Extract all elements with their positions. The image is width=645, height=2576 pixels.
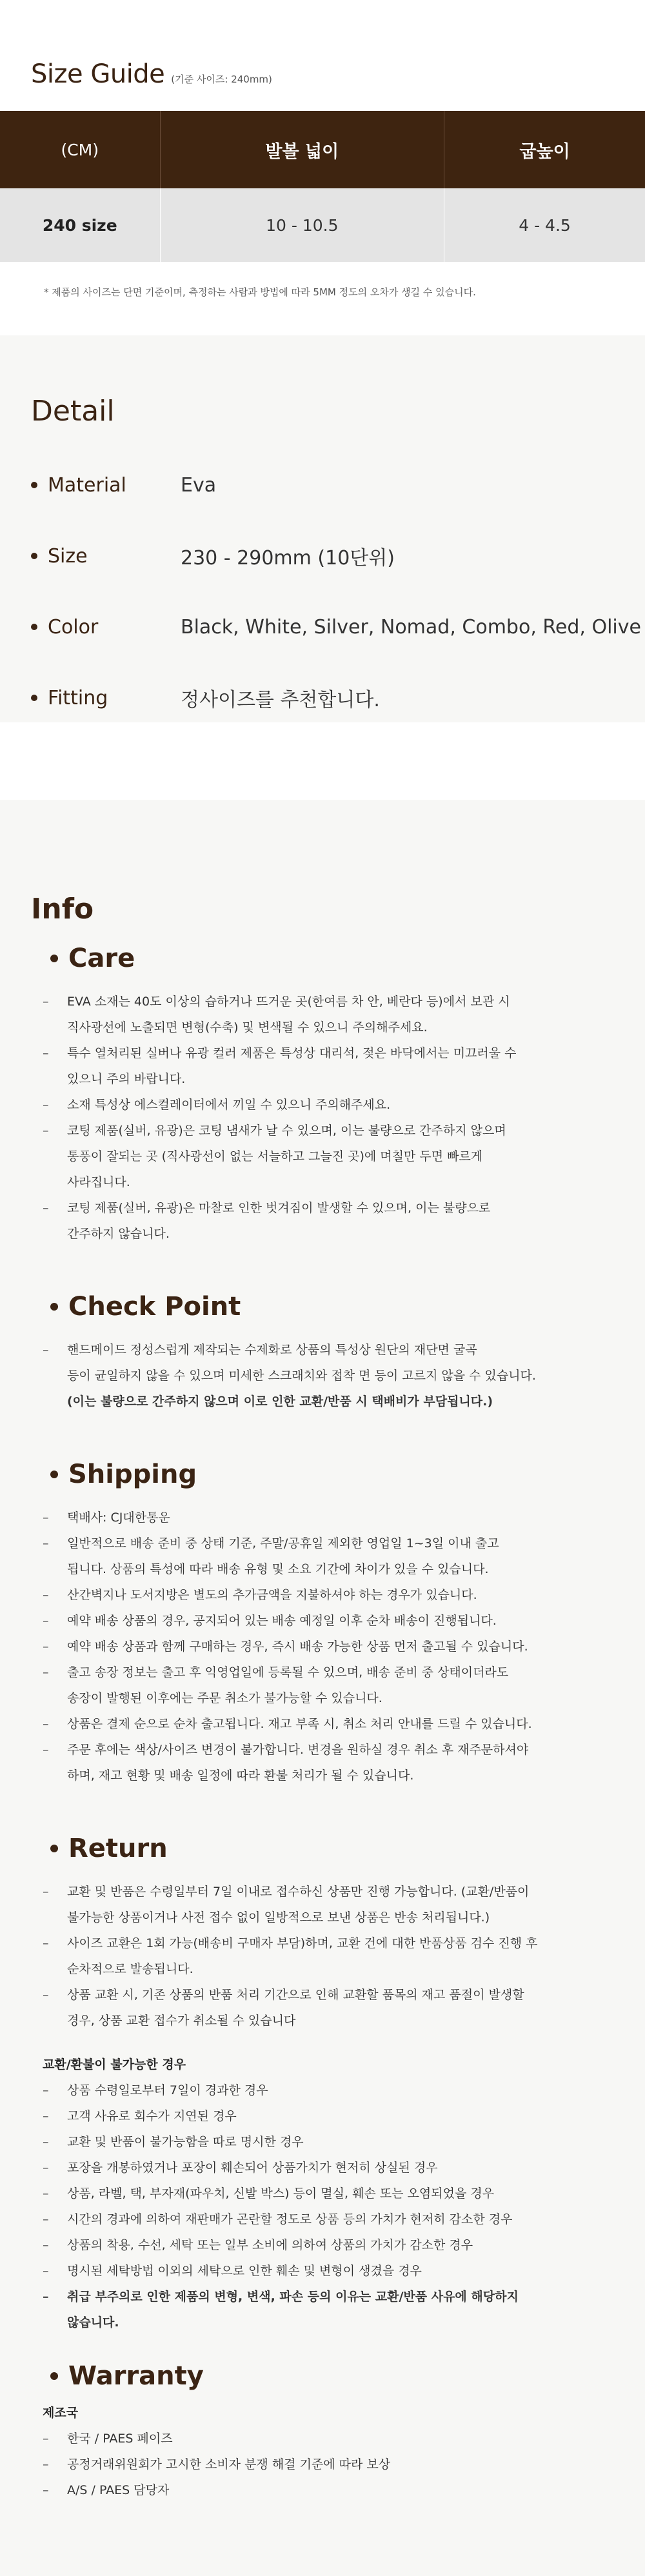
detail-value: Black, White, Silver, Nomad, Combo, Red, Olive <box>181 615 641 639</box>
section-spacer <box>0 722 645 800</box>
list-item: – 코팅 제품(실버, 유광)은 코팅 냄새가 날 수 있으며, 이는 불량으로 간주하지 않으며 <box>43 1118 583 1144</box>
list-item: 등이 균일하지 않을 수 있으며 미세한 스크래치와 접착 면 등이 고르지 않을 수 있습니다. <box>67 1369 536 1383</box>
return-section <box>0 1834 645 2335</box>
list-item: 않습니다. <box>67 2315 119 2330</box>
detail-value: Eva <box>181 473 217 497</box>
warranty-title: Warranty <box>68 2361 204 2391</box>
list-item: – 교환 및 반품이 불가능함을 따로 명시한 경우 <box>43 2129 583 2155</box>
list-item: 통풍이 잘되는 곳 (직사광선이 없는 서늘하고 그늘진 곳)에 며칠만 두면 빠르게 <box>67 1149 483 1164</box>
bullet-icon <box>50 2372 58 2380</box>
list-item: 간주하지 않습니다. <box>67 1227 170 1241</box>
warranty-subtitle: 제조국 <box>43 2406 79 2420</box>
bullet-icon <box>31 624 37 630</box>
care-list <box>0 989 645 1247</box>
return-restrictions-list <box>0 2077 645 2335</box>
list-item: – 취급 부주의로 인한 제품의 변형, 변색, 파손 등의 이유는 교환/반품 사유에 해당하지 <box>43 2284 583 2310</box>
list-item: – 상품 교환 시, 기존 상품의 반품 처리 기간으로 인해 교환할 품목의 재고 품절이 발생할 <box>43 1982 583 2008</box>
bullet-icon <box>50 1471 58 1478</box>
list-item: – 상품의 착용, 수선, 세탁 또는 일부 소비에 의하여 상품의 가치가 감소한 경우 <box>43 2232 583 2258</box>
return-title: Return <box>68 1834 168 1863</box>
table-cell: 240 size <box>0 188 160 262</box>
list-item: – 상품 수령일로부터 7일이 경과한 경우 <box>43 2077 583 2103</box>
list-item: – 출고 송장 정보는 출고 후 익영업일에 등록될 수 있으며, 배송 준비 중 상태이더라도 <box>43 1660 583 1685</box>
info-section <box>0 800 645 2576</box>
checkpoint-section <box>0 1292 645 1414</box>
return-restrictions-title: 교환/환불이 불가능한 경우 <box>43 2057 186 2072</box>
care-section <box>0 944 645 1247</box>
detail-label: Size <box>48 544 88 568</box>
list-item: 경우, 상품 교환 접수가 취소될 수 있습니다 <box>67 2014 296 2028</box>
list-item: 송장이 발행된 이후에는 주문 취소가 불가능할 수 있습니다. <box>67 1691 382 1705</box>
size-guide-section <box>0 0 645 335</box>
list-item: – 핸드메이드 정성스럽게 제작되는 수제화로 상품의 특성상 원단의 재단면 굴곡 <box>43 1337 583 1363</box>
list-item: – 주문 후에는 색상/사이즈 변경이 불가합니다. 변경을 원하실 경우 취소 후 재주문하셔야 <box>43 1737 583 1763</box>
detail-value: 정사이즈를 추천합니다. <box>181 689 380 711</box>
list-item: – 고객 사유로 회수가 지연된 경우 <box>43 2103 583 2129</box>
bullet-icon <box>50 955 58 962</box>
list-item: – 상품, 라벨, 택, 부자재(파우치, 신발 박스) 등이 멸실, 훼손 또는 오염되었을 경우 <box>43 2181 583 2206</box>
list-item: 직사광선에 노출되면 변형(수축) 및 변색될 수 있으니 주의해주세요. <box>67 1020 428 1035</box>
list-item: 하며, 재고 현황 및 배송 일정에 따라 환불 처리가 될 수 있습니다. <box>67 1769 414 1783</box>
bullet-icon <box>50 1845 58 1852</box>
list-item: – 포장을 개봉하였거나 포장이 훼손되어 상품가치가 현저히 상실된 경우 <box>43 2155 583 2181</box>
care-title: Care <box>68 944 135 973</box>
list-item: – 사이즈 교환은 1회 가능(배송비 구매자 부담)하며, 교환 건에 대한 반품상품 검수 진행 후 <box>43 1930 583 1956</box>
detail-title: Detail <box>31 395 115 428</box>
size-table-header: 발볼 넓이 <box>160 111 444 188</box>
bullet-icon <box>31 482 37 488</box>
list-item: (이는 불량으로 간주하지 않으며 이로 인한 교환/반품 시 택배비가 부담됩니다.) <box>67 1394 493 1409</box>
size-guide-subtitle: (기준 사이즈: 240mm) <box>171 74 272 85</box>
detail-list <box>0 450 645 733</box>
return-list <box>0 1879 645 2034</box>
shipping-title: Shipping <box>68 1460 197 1489</box>
detail-row-size <box>0 520 645 591</box>
list-item: – 코팅 제품(실버, 유광)은 마찰로 인한 벗겨짐이 발생할 수 있으며, 이는 불량으로 <box>43 1195 583 1221</box>
detail-row-material <box>0 450 645 520</box>
detail-section <box>0 335 645 722</box>
list-item: – 한국 / PAES 페이즈 <box>43 2426 583 2452</box>
list-item: – 시간의 경과에 의하여 재판매가 곤란할 정도로 상품 등의 가치가 현저히 감소한 경우 <box>43 2206 583 2232</box>
warranty-section <box>0 2361 645 2503</box>
size-table-header: (CM) <box>0 111 160 188</box>
checkpoint-list <box>0 1337 645 1414</box>
list-item: – 일반적으로 배송 준비 중 상태 기준, 주말/공휴일 제외한 영업일 1~3일 이내 출고 <box>43 1531 583 1556</box>
list-item: – 소재 특성상 에스컬레이터에서 끼일 수 있으니 주의해주세요. <box>43 1092 583 1118</box>
size-guide-heading <box>0 59 645 89</box>
list-item: – 공정거래위원회가 고시한 소비자 분쟁 해결 기준에 따라 보상 <box>43 2452 583 2477</box>
list-item: 순차적으로 발송됩니다. <box>67 1962 194 1976</box>
list-item: 됩니다. 상품의 특성에 따라 배송 유형 및 소요 기간에 차이가 있을 수 있습니다. <box>67 1562 489 1576</box>
list-item: – 상품은 결제 순으로 순차 출고됩니다. 재고 부족 시, 취소 처리 안내를 드릴 수 있습니다. <box>43 1711 583 1737</box>
detail-label: Fitting <box>48 686 108 709</box>
list-item: 불가능한 상품이거나 사전 접수 없이 일방적으로 보낸 상품은 반송 처리됩니다.) <box>67 1910 490 1925</box>
shipping-section <box>0 1460 645 1788</box>
list-item: 사라집니다. <box>67 1175 130 1189</box>
bullet-icon <box>31 553 37 559</box>
checkpoint-title: Check Point <box>68 1292 241 1322</box>
bullet-icon <box>50 1303 58 1311</box>
table-cell: 4 - 4.5 <box>444 188 645 262</box>
list-item: – 교환 및 반품은 수령일부터 7일 이내로 접수하신 상품만 진행 가능합니다. (교환/반품이 <box>43 1879 583 1905</box>
info-title: Info <box>31 893 94 926</box>
size-table <box>0 111 645 262</box>
list-item: – EVA 소재는 40도 이상의 습하거나 뜨거운 곳(한여름 차 안, 베란다 등)에서 보관 시 <box>43 989 583 1015</box>
list-item: – A/S / PAES 담당자 <box>43 2477 583 2503</box>
size-guide-title: Size Guide <box>31 59 165 89</box>
size-table-header: 굽높이 <box>444 111 645 188</box>
shipping-list <box>0 1505 645 1788</box>
table-row <box>0 188 645 262</box>
warranty-list <box>0 2426 645 2503</box>
detail-row-color <box>0 591 645 662</box>
size-guide-note: * 제품의 사이즈는 단면 기준이며, 측정하는 사람과 방법에 따라 5MM 정도의 오차가 생길 수 있습니다. <box>44 286 476 298</box>
list-item: – 예약 배송 상품과 함께 구매하는 경우, 즉시 배송 가능한 상품 먼저 출고될 수 있습니다. <box>43 1634 583 1660</box>
list-item: 있으니 주의 바랍니다. <box>67 1072 186 1086</box>
list-item: – 산간벽지나 도서지방은 별도의 추가금액을 지불하셔야 하는 경우가 있습니다. <box>43 1582 583 1608</box>
bullet-icon <box>31 695 37 701</box>
list-item: – 택배사: CJ대한통운 <box>43 1505 583 1531</box>
detail-value: 230 - 290mm (10단위) <box>181 547 395 570</box>
list-item: – 특수 열처리된 실버나 유광 컬러 제품은 특성상 대리석, 젖은 바닥에서는 미끄러울 수 <box>43 1040 583 1066</box>
table-cell: 10 - 10.5 <box>160 188 444 262</box>
size-table-header-row <box>0 111 645 188</box>
detail-label: Color <box>48 615 99 639</box>
list-item: – 명시된 세탁방법 이외의 세탁으로 인한 훼손 및 변형이 생겼을 경우 <box>43 2258 583 2284</box>
list-item: – 예약 배송 상품의 경우, 공지되어 있는 배송 예정일 이후 순차 배송이 진행됩니다. <box>43 1608 583 1634</box>
detail-label: Material <box>48 473 126 497</box>
